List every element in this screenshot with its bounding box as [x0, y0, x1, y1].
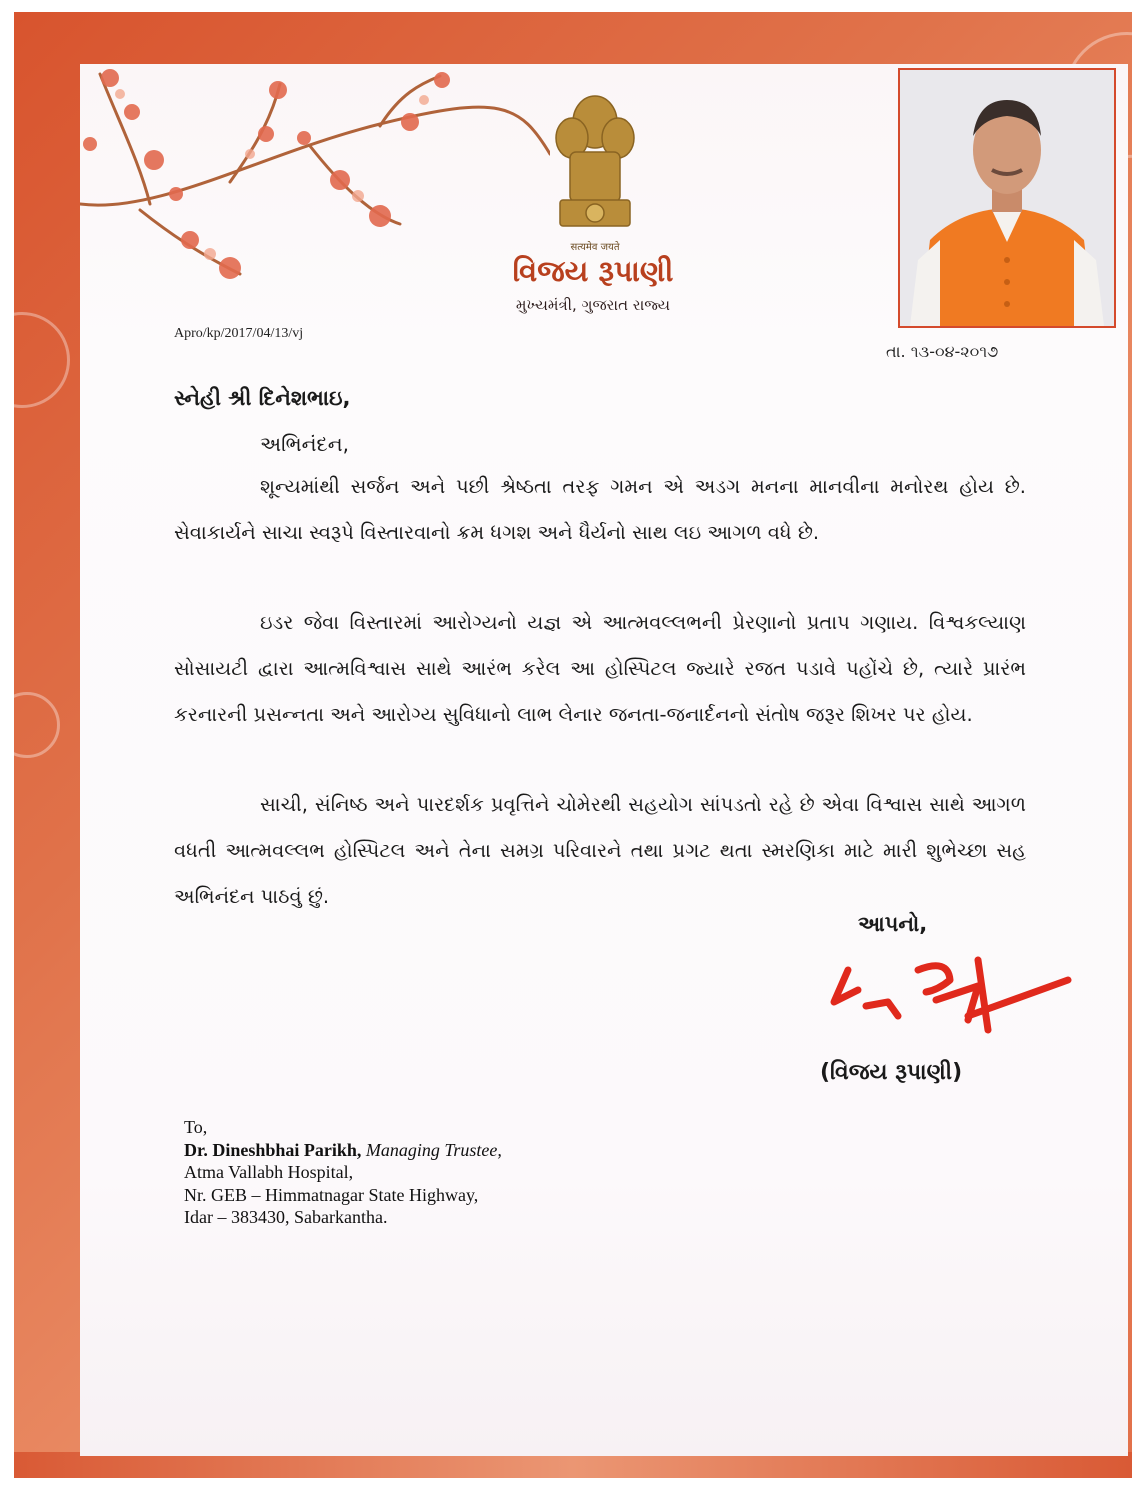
signature	[818, 940, 1088, 1040]
recipient-role: Managing Trustee,	[365, 1139, 502, 1160]
recipient-address	[184, 1116, 502, 1229]
paragraph: શૂન્યમાંથી સર્જન અને પછી શ્રેષ્ઠતા તરફ ગમન એ અડગ મનના માનવીના મનોરથ હોય છે. સેવાકાર્યને સાચા સ્વરૂપે વિસ્તારવાનો ક્રમ ધગશ અને ધૈર્યનો સાથ લઇ આગળ વધે છે.	[174, 475, 1026, 544]
letter-page	[14, 12, 1132, 1478]
portrait-photo	[898, 68, 1116, 328]
national-emblem-icon	[550, 92, 640, 262]
flower-branch-decoration	[80, 64, 550, 314]
to-label: To,	[184, 1117, 208, 1137]
letterhead-name: વિજય રૂપાણી	[512, 254, 674, 288]
signer-name: (વિજય રૂપાણી)	[820, 1060, 963, 1085]
salutation: સ્નેહી શ્રી દિનેશભાઇ,	[174, 386, 351, 410]
greeting: અભિનંદન,	[260, 432, 349, 456]
paragraph: સાચી, સંનિષ્ઠ અને પારદર્શક પ્રવૃત્તિને ચોમેરથી સહયોગ સાંપડતો રહે છે એવા વિશ્વાસ સાથે આગળ વધતી આત્મવલ્લભ હોસ્પિટલ અને તેના સમગ્ર પરિવારને તથા પ્રગટ થતા સ્મરણિકા માટે મારી શુભેચ્છા સહ અભિનંદન પાઠવું છું.	[174, 793, 1026, 908]
emblem-motto: सत्यमेव जयते	[570, 242, 620, 253]
decorative-circle	[14, 692, 60, 758]
letterhead-title: મુખ્યમંત્રી, ગુજરાત રાજ્ય	[515, 296, 671, 314]
letter-sheet	[80, 64, 1128, 1456]
address-line: Nr. GEB – Himmatnagar State Highway,	[184, 1184, 479, 1205]
reference-number: Apro/kp/2017/04/13/vj	[174, 326, 304, 341]
letter-date: તા. ૧૩-૦૪-૨૦૧૭	[886, 342, 999, 361]
address-line: Atma Vallabh Hospital,	[184, 1162, 354, 1182]
recipient-name-line	[184, 1139, 502, 1162]
decorative-circle	[14, 312, 70, 408]
address-line: Idar – 383430, Sabarkantha.	[184, 1207, 388, 1227]
recipient-name: Dr. Dineshbhai Parikh,	[184, 1139, 362, 1160]
paragraph: ઇડર જેવા વિસ્તારમાં આરોગ્યનો યજ્ઞ એ આત્મવલ્લભની પ્રેરણાનો પ્રતાપ ગણાય. વિશ્વકલ્યાણ સોસાયટી દ્વારા આત્મવિશ્વાસ સાથે આરંભ કરેલ આ હોસ્પિટલ જ્યારે રજત પડાવે પહોંચે છે, ત્યારે પ્રારંભ કરનારની પ્રસન્નતા અને આરોગ્ય સુવિધાનો લાભ લેનાર જનતા-જનાર્દનનો સંતોષ જરૂર શિખર પર હોય.	[174, 611, 1026, 726]
closing: આપનો,	[858, 912, 928, 936]
